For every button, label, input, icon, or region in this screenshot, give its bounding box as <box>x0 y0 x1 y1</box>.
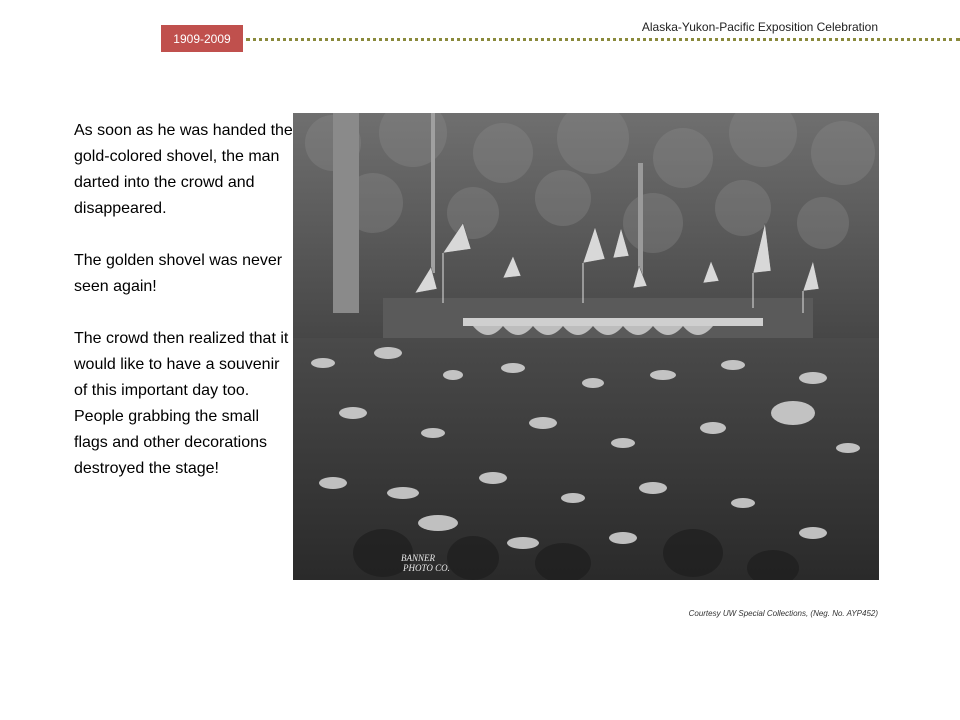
svg-text:BANNER: BANNER <box>401 553 435 563</box>
tree-trunk-right <box>638 163 643 283</box>
paragraph-shovel: As soon as he was handed the gold-colored shovel, the man darted into the crowd and disappeared. <box>74 122 293 217</box>
tree-trunk-large <box>333 113 359 313</box>
stage-railing <box>463 318 763 326</box>
historical-crowd-photo <box>293 113 879 580</box>
paragraph-never-seen: The golden shovel was never seen again! <box>74 252 283 295</box>
paragraph-crowd: The crowd then realized that it would like to have a souvenir of this important day too. People grabbing the small flags and other decorations destroyed the stage! <box>74 330 289 477</box>
crowd-photo-illustration <box>293 113 879 580</box>
svg-text:PHOTO CO.: PHOTO CO. <box>403 563 450 573</box>
tree-trunk-thin <box>431 113 435 273</box>
year-badge: 1909-2009 <box>161 25 243 52</box>
header-dotted-rule <box>246 38 960 41</box>
narrative-text <box>74 118 296 482</box>
photo-credit: Courtesy UW Special Collections, (Neg. No. AYP452) <box>688 609 878 618</box>
header-title: Alaska-Yukon-Pacific Exposition Celebration <box>641 20 878 34</box>
